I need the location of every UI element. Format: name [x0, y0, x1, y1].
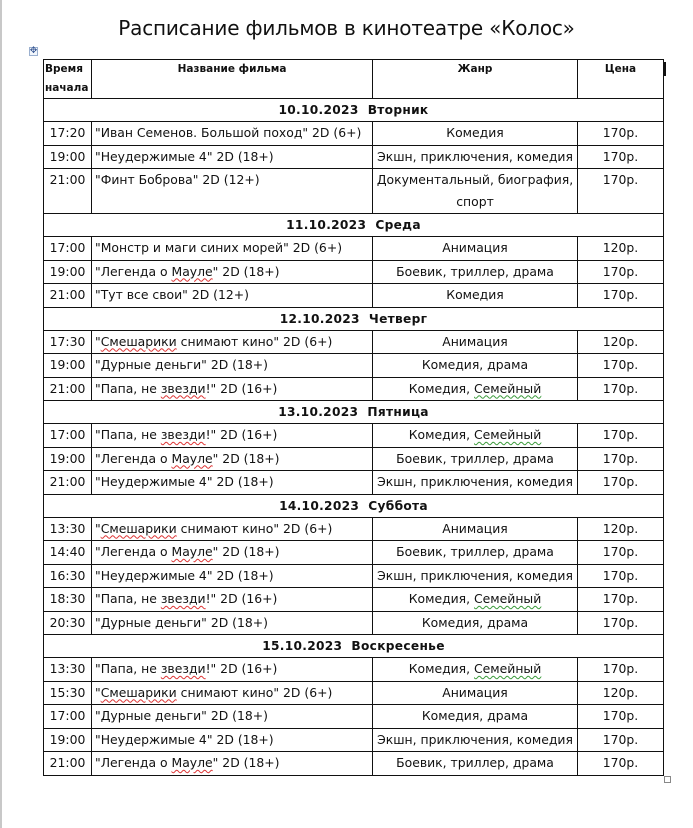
time-cell[interactable]: 21:00	[44, 471, 92, 495]
table-row	[44, 237, 664, 261]
title-cell[interactable]: "Монстр и маги синих морей" 2D (6+)	[92, 237, 373, 261]
table-row	[44, 752, 664, 776]
title-cell[interactable]: "Неудержимые 4" 2D (18+)	[92, 145, 373, 169]
title-cell[interactable]: "Легенда о Мауле" 2D (18+)	[92, 752, 373, 776]
move-arrows-icon[interactable]: ✥	[29, 46, 38, 56]
price-cell[interactable]: 170р.	[578, 145, 664, 169]
date-text: 12.10.2023	[279, 311, 360, 326]
title-cell[interactable]: "Папа, не звезди!" 2D (16+)	[92, 658, 373, 682]
date-row	[44, 214, 664, 237]
date-row	[44, 99, 664, 122]
table-row	[44, 588, 664, 612]
grammar-mark[interactable]: Семейный	[474, 427, 542, 442]
table-row	[44, 705, 664, 729]
genre-cell[interactable]: Анимация	[373, 681, 578, 705]
spelling-error-mark[interactable]: звезди	[160, 661, 206, 676]
genre-cell[interactable]: Анимация	[373, 237, 578, 261]
title-cell[interactable]: "Смешарики снимают кино" 2D (6+)	[92, 330, 373, 354]
price-cell[interactable]: 170р.	[578, 728, 664, 752]
genre-cell[interactable]: Комедия, Семейный	[373, 377, 578, 401]
price-cell[interactable]: 170р.	[578, 284, 664, 308]
time-cell[interactable]: 13:30	[44, 658, 92, 682]
table-row	[44, 611, 664, 635]
genre-cell[interactable]: Комедия, Семейный	[373, 658, 578, 682]
genre-cell[interactable]: Боевик, триллер, драма	[373, 752, 578, 776]
header-time[interactable]: Время начала	[44, 60, 92, 99]
genre-cell[interactable]: Комедия, драма	[373, 354, 578, 378]
time-cell[interactable]: 18:30	[44, 588, 92, 612]
header-price[interactable]: Цена	[578, 60, 664, 99]
genre-cell[interactable]: Боевик, триллер, драма	[373, 541, 578, 565]
price-cell[interactable]: 170р.	[578, 752, 664, 776]
genre-cell[interactable]: Боевик, триллер, драма	[373, 260, 578, 284]
time-cell[interactable]: 19:00	[44, 447, 92, 471]
price-cell[interactable]: 170р.	[578, 564, 664, 588]
price-cell[interactable]: 170р.	[578, 354, 664, 378]
weekday-text: Вторник	[367, 103, 429, 117]
date-cell[interactable]	[44, 307, 664, 330]
grammar-mark[interactable]: Семейный	[474, 591, 542, 606]
table-row	[44, 377, 664, 401]
text-cursor	[664, 62, 666, 76]
price-cell[interactable]: 170р.	[578, 658, 664, 682]
title-cell[interactable]: "Дурные деньги" 2D (18+)	[92, 705, 373, 729]
time-cell[interactable]: 17:00	[44, 424, 92, 448]
price-cell[interactable]: 170р.	[578, 588, 664, 612]
price-cell[interactable]: 170р.	[578, 377, 664, 401]
genre-cell[interactable]: Комедия, Семейный	[373, 424, 578, 448]
date-text: 15.10.2023	[262, 639, 343, 653]
time-cell[interactable]: 16:30	[44, 564, 92, 588]
date-text: 10.10.2023	[278, 103, 359, 117]
price-cell[interactable]: 120р.	[578, 517, 664, 541]
genre-cell[interactable]: Документальный, биография, спорт	[373, 169, 578, 214]
schedule-table	[43, 59, 664, 776]
time-cell[interactable]: 19:00	[44, 354, 92, 378]
genre-cell[interactable]: Экшн, приключения, комедия	[373, 471, 578, 495]
date-cell[interactable]	[44, 401, 664, 424]
date-cell[interactable]	[44, 99, 664, 122]
time-cell[interactable]: 13:30	[44, 517, 92, 541]
price-cell[interactable]: 120р.	[578, 237, 664, 261]
time-cell[interactable]: 21:00	[44, 284, 92, 308]
title-cell[interactable]: "Папа, не звезди!" 2D (16+)	[92, 377, 373, 401]
spelling-error-mark[interactable]: Мауле	[171, 755, 213, 770]
price-cell[interactable]: 170р.	[578, 169, 664, 214]
price-cell[interactable]: 170р.	[578, 705, 664, 729]
genre-cell[interactable]: Экшн, приключения, комедия	[373, 564, 578, 588]
spelling-error-mark[interactable]: Мауле	[171, 263, 213, 279]
title-cell[interactable]: "Иван Семенов. Большой поход" 2D (6+)	[92, 122, 373, 146]
time-cell[interactable]: 19:00	[44, 728, 92, 752]
genre-cell[interactable]: Комедия, драма	[373, 705, 578, 729]
price-cell[interactable]: 170р.	[578, 611, 664, 635]
table-row	[44, 541, 664, 565]
genre-cell[interactable]: Боевик, триллер, драма	[373, 447, 578, 471]
grammar-mark[interactable]: Семейный	[474, 661, 542, 676]
title-cell[interactable]: "Легенда о Мауле" 2D (18+)	[92, 447, 373, 471]
table-row	[44, 424, 664, 448]
price-cell[interactable]: 170р.	[578, 471, 664, 495]
table-row	[44, 145, 664, 169]
spelling-error-mark[interactable]: Смешарики	[100, 520, 177, 536]
time-cell[interactable]: 19:00	[44, 145, 92, 169]
date-row	[44, 635, 664, 658]
title-cell[interactable]: "Смешарики снимают кино" 2D (6+)	[92, 681, 373, 705]
price-cell[interactable]: 170р.	[578, 447, 664, 471]
table-header-row	[44, 60, 664, 99]
spelling-error-mark[interactable]: Смешарики	[100, 684, 177, 700]
header-title[interactable]: Название фильма	[92, 60, 373, 99]
time-cell[interactable]: 17:20	[44, 122, 92, 146]
spelling-error-mark[interactable]: звезди	[160, 380, 206, 396]
price-cell[interactable]: 120р.	[578, 330, 664, 354]
date-text: 14.10.2023	[279, 498, 360, 513]
date-cell[interactable]	[44, 635, 664, 658]
title-cell[interactable]: "Тут все свои" 2D (12+)	[92, 284, 373, 308]
title-cell[interactable]: "Папа, не звезди!" 2D (16+)	[92, 424, 373, 448]
date-row	[44, 494, 664, 517]
price-cell[interactable]: 170р.	[578, 424, 664, 448]
table-row	[44, 169, 664, 214]
table-row	[44, 260, 664, 284]
page-left-edge	[0, 0, 2, 828]
weekday-text: Суббота	[368, 498, 428, 513]
schedule-body	[44, 99, 664, 776]
time-cell[interactable]: 14:40	[44, 541, 92, 565]
time-cell[interactable]: 17:30	[44, 330, 92, 354]
table-row	[44, 681, 664, 705]
table-row	[44, 564, 664, 588]
genre-cell[interactable]: Анимация	[373, 517, 578, 541]
price-cell[interactable]: 120р.	[578, 681, 664, 705]
table-row	[44, 122, 664, 146]
genre-cell[interactable]: Экшн, приключения, комедия	[373, 728, 578, 752]
table-row	[44, 354, 664, 378]
title-cell[interactable]: "Легенда о Мауле" 2D (18+)	[92, 541, 373, 565]
table-row	[44, 517, 664, 541]
document-title: Расписание фильмов в кинотеатре «Колос»	[118, 16, 575, 40]
title-cell[interactable]: "Неудержимые 4" 2D (18+)	[92, 728, 373, 752]
weekday-text: Пятница	[367, 405, 429, 419]
table-row	[44, 658, 664, 682]
weekday-text: Четверг	[368, 311, 428, 326]
time-cell[interactable]: 17:00	[44, 705, 92, 729]
title-cell[interactable]: "Неудержимые 4" 2D (18+)	[92, 564, 373, 588]
grammar-mark[interactable]: Семейный	[474, 380, 542, 396]
time-cell[interactable]: 19:00	[44, 260, 92, 284]
spelling-error-mark[interactable]: звезди	[160, 427, 206, 442]
time-cell[interactable]: 21:00	[44, 377, 92, 401]
title-cell[interactable]: "Легенда о Мауле" 2D (18+)	[92, 260, 373, 284]
time-cell[interactable]: 21:00	[44, 169, 92, 214]
genre-cell[interactable]: Экшн, приключения, комедия	[373, 145, 578, 169]
date-row	[44, 307, 664, 330]
spelling-error-mark[interactable]: звезди	[160, 591, 206, 606]
genre-cell[interactable]: Комедия	[373, 122, 578, 146]
table-row	[44, 728, 664, 752]
time-cell[interactable]: 17:00	[44, 237, 92, 261]
table-resize-handle-icon[interactable]	[664, 776, 671, 783]
genre-cell[interactable]: Комедия, драма	[373, 611, 578, 635]
title-cell[interactable]: "Финт Боброва" 2D (12+)	[92, 169, 373, 214]
weekday-text: Воскресенье	[351, 639, 445, 653]
date-row	[44, 401, 664, 424]
title-cell[interactable]: "Смешарики снимают кино" 2D (6+)	[92, 517, 373, 541]
spelling-error-mark[interactable]: Мауле	[171, 544, 213, 559]
date-cell[interactable]	[44, 494, 664, 517]
genre-cell[interactable]: Анимация	[373, 330, 578, 354]
table-row	[44, 471, 664, 495]
weekday-text: Среда	[375, 218, 421, 232]
spelling-error-mark[interactable]: Мауле	[171, 450, 213, 466]
genre-cell[interactable]: Комедия, Семейный	[373, 588, 578, 612]
time-cell[interactable]: 15:30	[44, 681, 92, 705]
date-text: 11.10.2023	[286, 218, 367, 232]
title-cell[interactable]: "Дурные деньги" 2D (18+)	[92, 354, 373, 378]
date-text: 13.10.2023	[278, 405, 359, 419]
price-cell[interactable]: 170р.	[578, 541, 664, 565]
title-cell[interactable]: "Папа, не звезди!" 2D (16+)	[92, 588, 373, 612]
header-genre[interactable]: Жанр	[373, 60, 578, 99]
table-row	[44, 330, 664, 354]
time-cell[interactable]: 21:00	[44, 752, 92, 776]
price-cell[interactable]: 170р.	[578, 260, 664, 284]
price-cell[interactable]: 170р.	[578, 122, 664, 146]
table-row	[44, 447, 664, 471]
genre-cell[interactable]: Комедия	[373, 284, 578, 308]
time-cell[interactable]: 20:30	[44, 611, 92, 635]
date-cell[interactable]	[44, 214, 664, 237]
table-row	[44, 284, 664, 308]
title-cell[interactable]: "Неудержимые 4" 2D (18+)	[92, 471, 373, 495]
title-cell[interactable]: "Дурные деньги" 2D (18+)	[92, 611, 373, 635]
spelling-error-mark[interactable]: Смешарики	[100, 333, 177, 349]
